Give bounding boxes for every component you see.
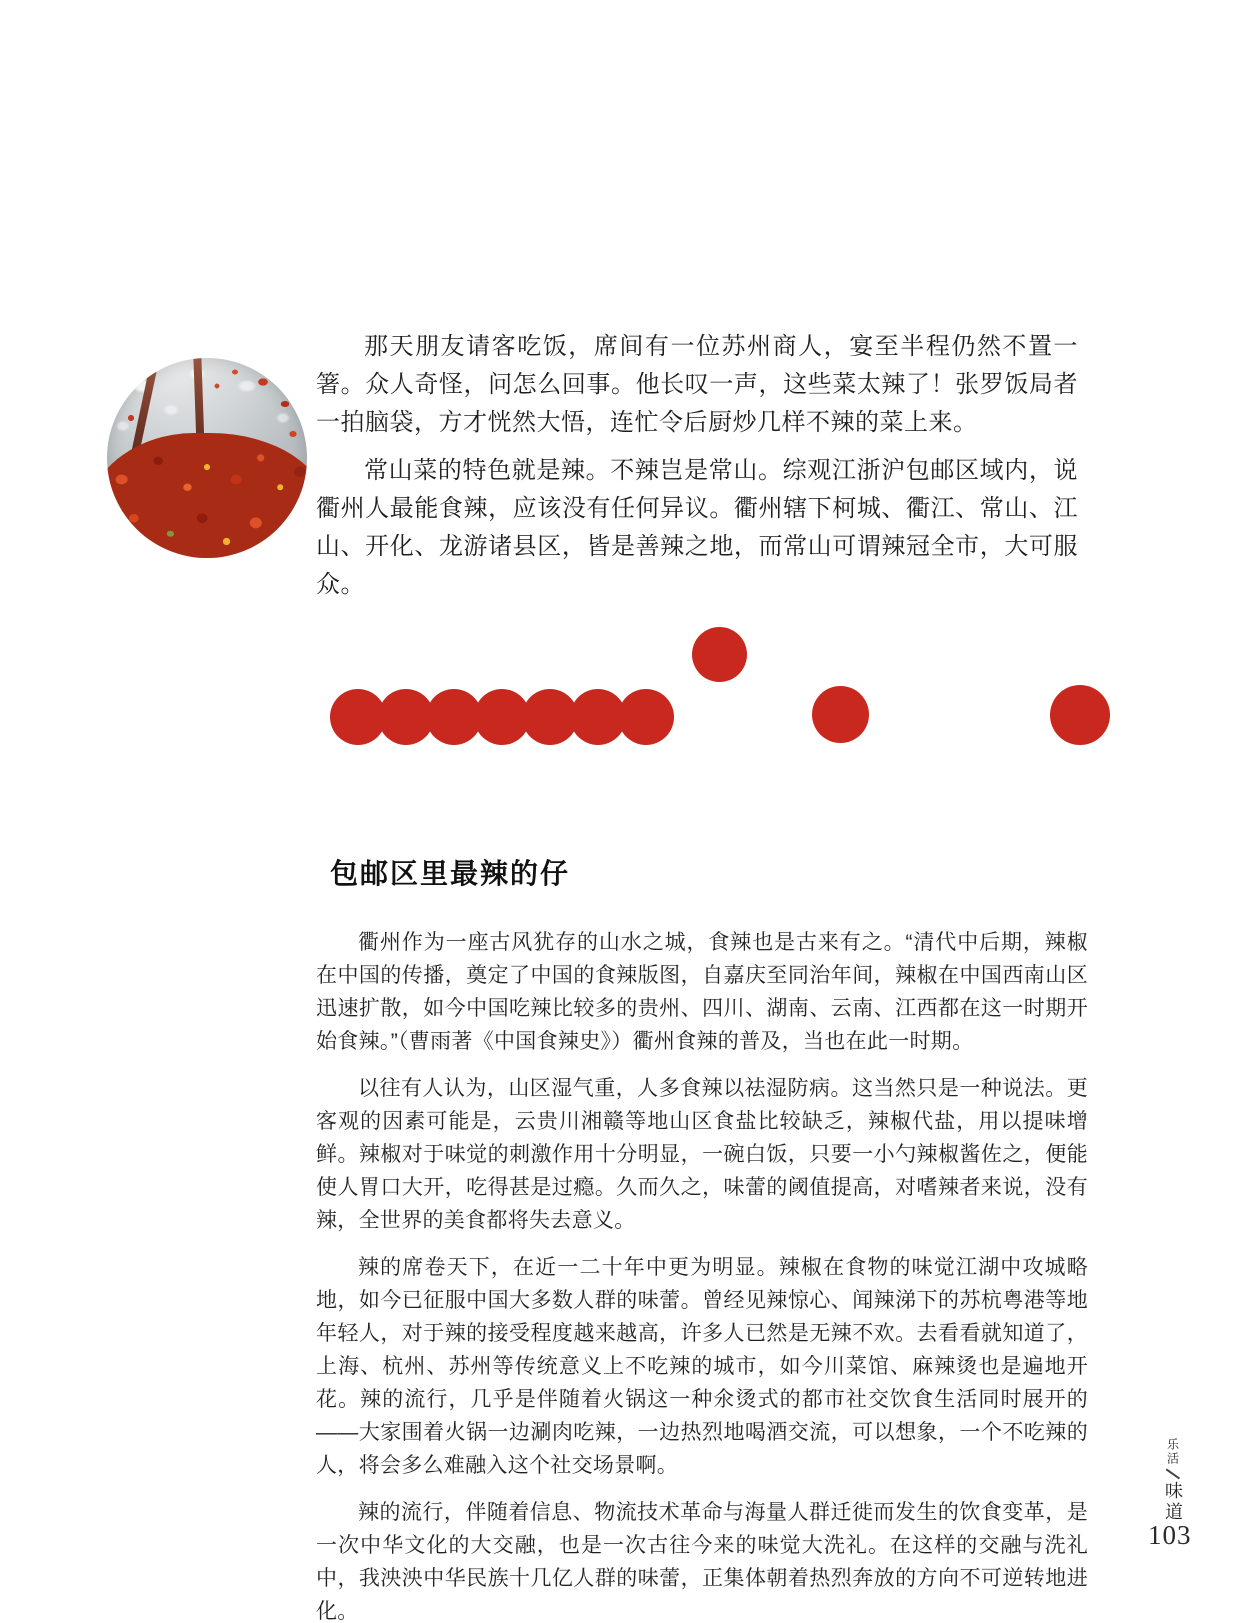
decor-dot: [692, 627, 747, 682]
chili-paste-photo: [107, 358, 307, 558]
body-paragraph: 辣的席卷天下，在近一二十年中更为明显。辣椒在食物的味觉江湖中攻城略地，如今已征服中国大多数人群的味蕾。曾经见辣惊心、闻辣涕下的苏杭粤港等地年轻人，对于辣的接受程度越来越高，许多人已然是无辣不欢。去看看就知道了，上海、杭州、苏州等传统意义上不吃辣的城市，如今川菜馆、麻辣烫也是遍地开花。辣的流行，几乎是伴随着火锅这一种氽烫式的都市社交饮食生活同时展开的——大家围着火锅一边涮肉吃辣，一边热烈地喝酒交流，可以想象，一个不吃辣的人，将会多么难融入这个社交场景啊。: [316, 1256, 1088, 1477]
intro-text-block: [316, 328, 1078, 614]
chili-paste: [107, 433, 307, 558]
section-heading: 包邮区里最辣的仔: [330, 859, 571, 890]
column-tag-small: 乐活: [1165, 1438, 1180, 1466]
column-tag-large: 味道: [1163, 1480, 1183, 1523]
intro-paragraph: 那天朋友请客吃饭，席间有一位苏州商人，宴至半程仍然不置一箸。众人奇怪，问怎么回事。他长叹一声，这些菜太辣了！张罗饭局者一拍脑袋，方才恍然大悟，连忙令后厨炒几样不辣的菜上来。: [316, 333, 1078, 436]
decor-dot: [812, 686, 869, 743]
intro-paragraph: 常山菜的特色就是辣。不辣岂是常山。综观江浙沪包邮区域内，说衢州人最能食辣，应该没有任何异议。衢州辖下柯城、衢江、常山、江山、开化、龙游诸县区，皆是善辣之地，而常山可谓辣冠全市，大可服众。: [316, 457, 1078, 598]
section-text-block: [316, 926, 1088, 1623]
page-number: 103: [1148, 1520, 1192, 1550]
body-paragraph: 以往有人认为，山区湿气重，人多食辣以祛湿防病。这当然只是一种说法。更客观的因素可能是，云贵川湘赣等地山区食盐比较缺乏，辣椒代盐，用以提味增鲜。辣椒对于味觉的刺激作用十分明显，一碗白饭，只要一小勺辣椒酱佐之，便能使人胃口大开，吃得甚是过瘾。久而久之，味蕾的阈值提高，对嗜辣者来说，没有辣，全世界的美食都将失去意义。: [316, 1077, 1088, 1232]
body-paragraph: 衢州作为一座古风犹存的山水之城，食辣也是古来有之。“清代中后期，辣椒在中国的传播，奠定了中国的食辣版图，自嘉庆至同治年间，辣椒在中国西南山区迅速扩散，如今中国吃辣比较多的贵州、四川、湖南、云南、江西都在这一时期开始食辣。”（曹雨著《中国食辣史》）衢州食辣的普及，当也在此一时期。: [316, 931, 1088, 1053]
decor-dot: [618, 689, 674, 745]
decor-dot: [1050, 685, 1110, 745]
slash-divider-icon: [1166, 1469, 1180, 1479]
body-paragraph: 辣的流行，伴随着信息、物流技术革命与海量人群迁徙而发生的饮食变革，是一次中华文化的大交融，也是一次古往今来的味觉大洗礼。在这样的交融与洗礼中，我泱泱中华民族十几亿人群的味蕾，正集体朝着热烈奔放的方向不可逆转地进化。: [316, 1501, 1088, 1623]
column-tag: [1156, 1438, 1190, 1523]
